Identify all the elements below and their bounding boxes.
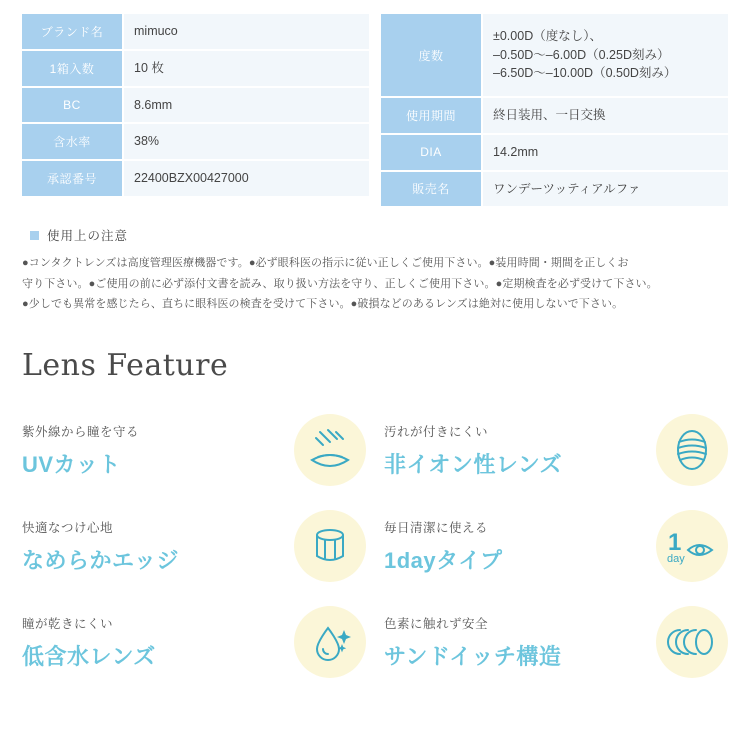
feature-label: 1dayタイプ (384, 547, 503, 573)
usage-notice-line: ●コンタクトレンズは高度管理医療機器です。●必ず眼科医の指示に従い正しくご使用下さい。●装用時間・期間を正しくお (22, 257, 629, 270)
spec-key: 承認番号 (22, 160, 123, 196)
feature-item (22, 600, 366, 684)
usage-notice (22, 226, 728, 314)
spec-value-line: ワンデーツッティアルファ (493, 181, 641, 196)
feature-subtitle: 快適なつけ心地 (22, 520, 114, 535)
feature-text (22, 518, 179, 575)
non-ionic-lens-icon (656, 414, 728, 486)
spec-value-line: mimuco (134, 24, 178, 38)
usage-notice-line: ●少しでも異常を感じたら、直ちに眼科医の検査を受けて下さい。●破損などのあるレンズは絶対に使用しないで下さい。 (22, 297, 624, 310)
feature-subtitle: 毎日清潔に使える (384, 520, 489, 535)
spec-value-line: –6.50D〜–10.00D（0.50D刻み） (493, 66, 677, 81)
table-row (22, 123, 369, 160)
feature-item (384, 504, 728, 588)
spec-value-line: 14.2mm (493, 144, 539, 159)
feature-subtitle: 色素に触れず安全 (384, 616, 489, 631)
feature-text (22, 422, 139, 479)
spec-value (123, 160, 369, 196)
spec-value (482, 134, 728, 171)
spec-value (123, 87, 369, 124)
spec-key: BC (22, 87, 123, 124)
feature-text (384, 422, 562, 479)
table-row (381, 14, 728, 97)
feature-text (384, 518, 503, 575)
feature-subtitle: 瞳が乾きにくい (22, 616, 114, 631)
table-row (381, 134, 728, 171)
spec-value-line: ±0.00D（度なし）、 (493, 28, 602, 43)
svg-text:1: 1 (668, 529, 682, 557)
spec-value (123, 50, 369, 87)
spec-tables (22, 14, 728, 206)
table-row (22, 14, 369, 50)
usage-notice-header (22, 226, 728, 244)
spec-key: ブランド名 (22, 14, 123, 50)
feature-subtitle: 紫外線から瞳を守る (22, 424, 140, 439)
lens-feature-grid (22, 408, 728, 684)
uv-lens-icon (294, 414, 366, 486)
spec-table-left (22, 14, 369, 196)
feature-item (22, 504, 366, 588)
table-row (381, 97, 728, 134)
feature-text (384, 614, 561, 671)
spec-key: 度数 (381, 14, 482, 97)
feature-label: なめらかエッジ (22, 547, 180, 573)
feature-subtitle: 汚れが付きにくい (384, 424, 489, 439)
low-water-drop-icon (294, 606, 366, 678)
spec-table-right (381, 14, 728, 206)
spec-value-line: –0.50D〜–6.00D（0.25D刻み） (493, 47, 670, 62)
feature-label: 低含水レンズ (22, 643, 156, 669)
one-day-icon (656, 510, 728, 582)
feature-text (22, 614, 156, 671)
spec-key: DIA (381, 134, 482, 171)
spec-value (123, 123, 369, 160)
feature-label: 非イオン性レンズ (384, 451, 563, 477)
spec-value (482, 171, 728, 207)
usage-notice-line: 守り下さい。●ご使用の前に必ず添付文書を読み、取り扱い方法を守り、正しくご使用下さい。●定期検査を必ず受けて下さい。 (22, 277, 658, 290)
table-row (22, 160, 369, 196)
table-row (22, 50, 369, 87)
feature-item (384, 408, 728, 492)
table-row (381, 171, 728, 207)
feature-item (384, 600, 728, 684)
smooth-edge-icon (294, 510, 366, 582)
spec-key: 1箱入数 (22, 50, 123, 87)
table-row (22, 87, 369, 124)
spec-value-line: 8.6mm (134, 97, 173, 112)
spec-key: 販売名 (381, 171, 482, 207)
spec-value (482, 14, 728, 97)
spec-key: 含水率 (22, 123, 123, 160)
spec-value-line: 10 枚 (134, 60, 164, 75)
spec-value (482, 97, 728, 134)
feature-label: UVカット (22, 451, 121, 477)
sandwich-structure-icon (656, 606, 728, 678)
spec-value (123, 14, 369, 50)
usage-notice-body (22, 253, 728, 314)
spec-value-line: 終日装用、一日交換 (493, 108, 606, 122)
lens-feature-title: Lens Feature (22, 348, 229, 384)
usage-notice-title: 使用上の注意 (47, 229, 129, 244)
feature-item (22, 408, 366, 492)
spec-value-line: 38% (134, 134, 160, 149)
feature-label: サンドイッチ構造 (384, 643, 562, 669)
spec-value-line: 22400BZX00427000 (134, 171, 249, 185)
spec-key: 使用期間 (381, 97, 482, 134)
svg-text:day: day (667, 553, 685, 566)
square-bullet-icon (30, 231, 39, 240)
